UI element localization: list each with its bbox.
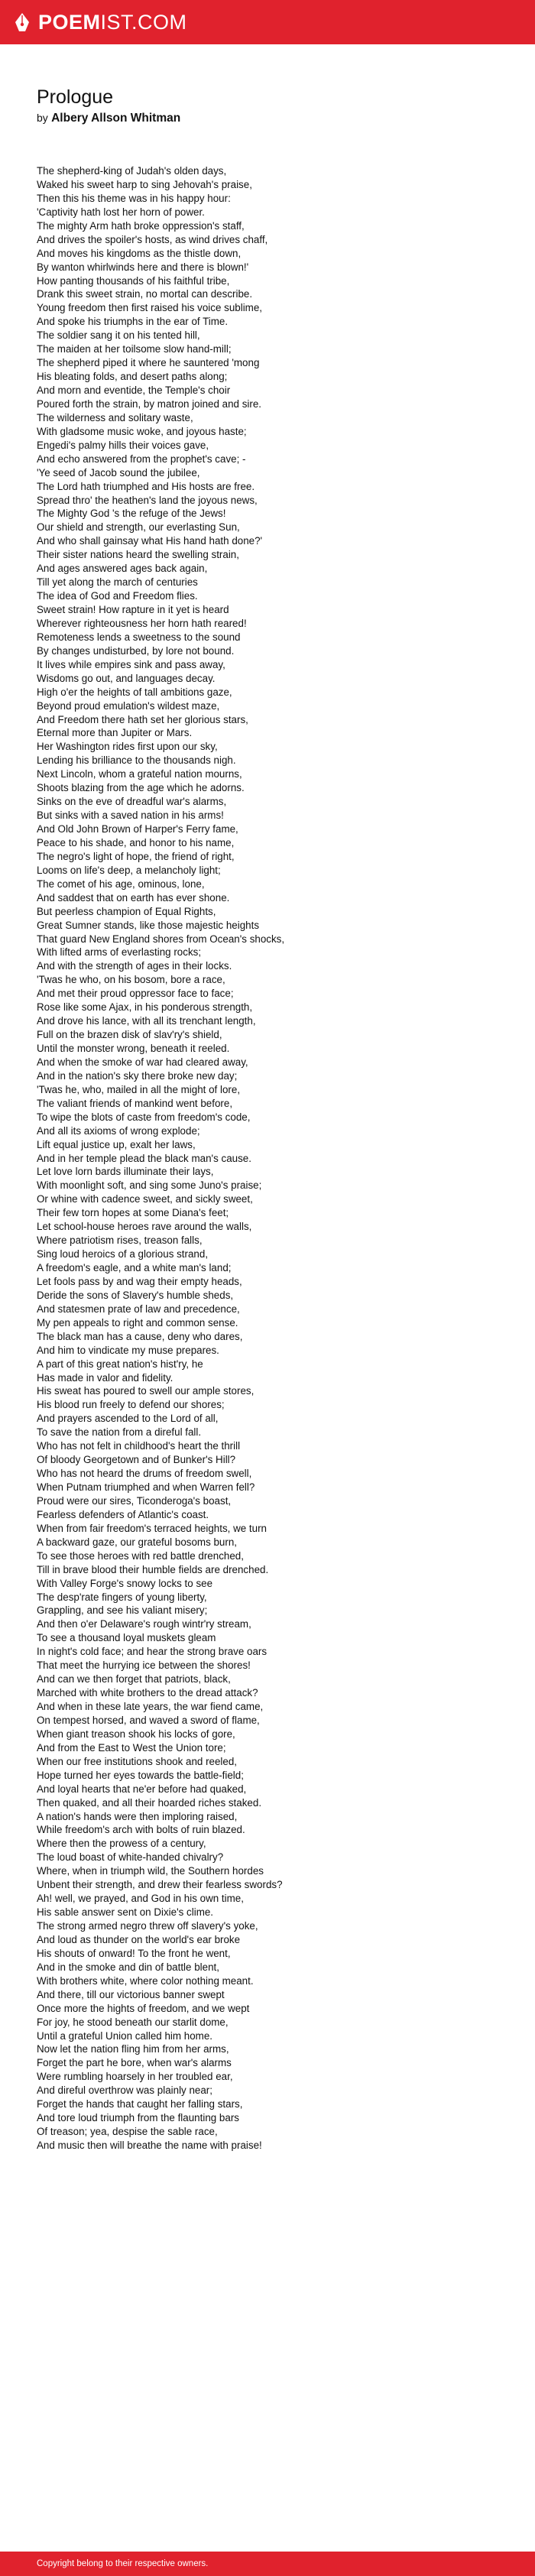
poem-line: The negro's light of hope, the friend of right, <box>37 850 235 862</box>
poem-line: Our shield and strength, our everlasting Sun, <box>37 521 240 534</box>
poem-line: When Putnam triumphed and when Warren fell? <box>37 1481 255 1493</box>
poem-line: A part of this great nation's hist'ry, he <box>37 1358 203 1370</box>
poem-line: Then quaked, and all their hoarded riches staked. <box>37 1796 262 1809</box>
poem-line: Wisdoms go out, and languages decay. <box>37 672 216 684</box>
poem-line: His bleating folds, and desert paths along; <box>37 371 228 383</box>
poem-line: His blood run freely to defend our shores; <box>37 1399 225 1411</box>
poem-line: 'Twas he, who, mailed in all the might of lore, <box>37 1083 241 1095</box>
poem-line: Ah! well, we prayed, and God in his own time, <box>37 1893 244 1905</box>
poem-line: To see those heroes with red battle drenched, <box>37 1549 244 1562</box>
poem-line: His shouts of onward! To the front he went, <box>37 1947 231 1959</box>
poem-line: Once more the hights of freedom, and we wept <box>37 2002 250 2014</box>
poem-line: The black man has a cause, deny who dares, <box>37 1330 243 1342</box>
poem-line: His sweat has poured to swell our ample stores, <box>37 1385 255 1397</box>
poem-line: Were rumbling hoarsely in her troubled ear, <box>37 2071 233 2083</box>
poem-line: The idea of God and Freedom flies. <box>37 590 198 602</box>
poem-line: Shoots blazing from the age which he adorns. <box>37 782 245 794</box>
poem-line: The desp'rate fingers of young liberty, <box>37 1591 207 1603</box>
site-header <box>0 0 535 44</box>
poem-line: While freedom's arch with bolts of ruin blazed. <box>37 1824 245 1836</box>
poem-line: The comet of his age, ominous, lone, <box>37 878 205 890</box>
poem-line: Let love lorn bards illuminate their lays, <box>37 1166 214 1178</box>
poem-line: And there, till our victorious banner swept <box>37 1988 225 2000</box>
poem-line: When our free institutions shook and reeled, <box>37 1755 238 1767</box>
poem-line: And morn and eventide, the Temple's choir <box>37 384 231 396</box>
poem-line: High o'er the heights of tall ambitions gaze, <box>37 686 232 698</box>
poem-line: And met their proud oppressor face to face; <box>37 988 234 1000</box>
poem-line: The wilderness and solitary waste, <box>37 411 193 423</box>
site-logo-text <box>38 12 187 33</box>
poem-line: And spoke his triumphs in the ear of Time. <box>37 316 229 328</box>
logo-strong-text: POEM <box>38 10 101 34</box>
poem-line: And drives the spoiler's hosts, as wind drives chaff, <box>37 233 268 245</box>
poem-line: And when in these late years, the war fiend came, <box>37 1701 264 1712</box>
pen-nib-icon <box>14 12 31 32</box>
poem-line: The valiant friends of mankind went before, <box>37 1097 233 1109</box>
poem-line: Until the monster wrong, beneath it reeled. <box>37 1043 230 1054</box>
poem-line: Unbent their strength, and drew their fearless swords? <box>37 1879 283 1891</box>
poem-line: Their sister nations heard the swelling strain, <box>37 549 239 561</box>
poem-line: And can we then forget that patriots, black, <box>37 1673 231 1685</box>
poem-line: 'Captivity hath lost her horn of power. <box>37 206 205 218</box>
poem-line: And direful overthrow was plainly near; <box>37 2084 212 2097</box>
poem-line: 'Ye seed of Jacob sound the jubilee, <box>37 466 200 479</box>
poem-line: Till in brave blood their humble fields are drenched. <box>37 1563 269 1575</box>
poem-line: Or whine with cadence sweet, and sickly sweet, <box>37 1193 253 1205</box>
poem-line: With moonlight soft, and sing some Juno's praise; <box>37 1179 262 1192</box>
poem-line: With gladsome music woke, and joyous haste; <box>37 425 247 437</box>
poem-line: How panting thousands of his faithful tribe, <box>37 274 230 287</box>
poem-line: By wanton whirlwinds here and there is blown!' <box>37 261 249 273</box>
poem-line: The shepherd-king of Judah's olden days, <box>37 165 227 177</box>
poem-line: On tempest horsed, and waved a sword of flame, <box>37 1714 260 1726</box>
poem-line: When from fair freedom's terraced heights, we turn <box>37 1522 267 1534</box>
poem-line: And music then will breathe the name with praise! <box>37 2140 262 2151</box>
site-footer <box>0 2552 535 2576</box>
poem-line: Proud were our sires, Ticonderoga's boast, <box>37 1494 232 1507</box>
poem-line: And in the smoke and din of battle blent, <box>37 1961 219 1973</box>
poem-line: But peerless champion of Equal Rights, <box>37 905 216 917</box>
poem-line: And who shall gainsay what His hand hath done?' <box>37 535 263 547</box>
poem-line: Of bloody Georgetown and of Bunker's Hill? <box>37 1454 236 1466</box>
poem-line: To save the nation from a direful fall. <box>37 1426 202 1439</box>
poem-line: Waked his sweet harp to sing Jehovah's praise, <box>37 178 252 190</box>
poem-line: Fearless defenders of Atlantic's coast. <box>37 1508 209 1520</box>
poem-line: My pen appeals to right and common sense. <box>37 1316 238 1329</box>
site-logo-link[interactable] <box>14 12 187 33</box>
poem-line: Where, when in triumph wild, the Southern hordes <box>37 1865 264 1877</box>
poem-line: That meet the hurrying ice between the shores! <box>37 1659 251 1672</box>
poem-line: That guard New England shores from Ocean's shocks, <box>37 933 285 945</box>
poem-line: And Old John Brown of Harper's Ferry fame, <box>37 823 238 835</box>
poem-line: Let fools pass by and wag their empty heads, <box>37 1275 242 1287</box>
poem-line: Peace to his shade, and honor to his name, <box>37 836 235 848</box>
poem-line: Deride the sons of Slavery's humble sheds, <box>37 1289 234 1301</box>
poem-line: Sing loud heroics of a glorious strand, <box>37 1248 209 1260</box>
poem-line: With lifted arms of everlasting rocks; <box>37 946 202 959</box>
poem-line: A nation's hands were then imploring raised, <box>37 1810 238 1822</box>
poem-line: Wherever righteousness her horn hath reared! <box>37 617 247 629</box>
poem-line: Her Washington rides first upon our sky, <box>37 741 218 753</box>
poem-line: And then o'er Delaware's rough wintr'ry stream, <box>37 1618 251 1630</box>
poem-line: And echo answered from the prophet's cave; - <box>37 453 246 465</box>
poem-line: For joy, he stood beneath our starlit dome, <box>37 2016 229 2028</box>
poem-line: Sinks on the eve of dreadful war's alarms, <box>37 796 227 808</box>
poem-line: The loud boast of white-handed chivalry? <box>37 1851 224 1864</box>
poem-line: Spread thro' the heathen's land the joyous news, <box>37 494 258 506</box>
poem-line: And with the strength of ages in their locks. <box>37 960 232 972</box>
poem-line: Of treason; yea, despise the sable race, <box>37 2126 218 2138</box>
poem-line: Lift equal justice up, exalt her laws, <box>37 1138 196 1150</box>
poem-line: And tore loud triumph from the flaunting bars <box>37 2112 239 2124</box>
copyright-notice: Copyright belong to their respective owners. <box>37 2559 209 2568</box>
poem-line: Full on the brazen disk of slav'ry's shield, <box>37 1029 222 1041</box>
author-link[interactable]: Albery Allson Whitman <box>51 112 181 125</box>
poem-line: Next Lincoln, whom a grateful nation mourns, <box>37 768 242 780</box>
by-label: by <box>37 112 48 124</box>
poem-line: By changes undisturbed, by lore not bound. <box>37 644 235 657</box>
poem-line: Where then the prowess of a century, <box>37 1838 206 1850</box>
poem-line: And loyal hearts that ne'er before had quaked, <box>37 1783 247 1795</box>
poem-title: Prologue <box>37 86 114 108</box>
poem-line: Let school-house heroes rave around the walls, <box>37 1221 252 1233</box>
poem-line: Beyond proud emulation's wildest maze, <box>37 699 220 712</box>
poem-line: In night's cold face; and hear the strong brave oars <box>37 1646 268 1658</box>
poem-line: And in her temple plead the black man's cause. <box>37 1152 251 1164</box>
poem-line: And when the smoke of war had cleared away, <box>37 1056 248 1068</box>
poem-line: To see a thousand loyal muskets gleam <box>37 1632 216 1644</box>
poem-line: And statesmen prate of law and precedence, <box>37 1303 240 1315</box>
poem-line: Then this his theme was in his happy hour: <box>37 192 231 204</box>
poem-line: Great Sumner stands, like those majestic heights <box>37 919 260 931</box>
poem-line: It lives while empires sink and pass away, <box>37 658 225 670</box>
poem-line: 'Twas he who, on his bosom, bore a race, <box>37 974 225 986</box>
poem-line: Who has not felt in childhood's heart the thrill <box>37 1440 241 1452</box>
poem-body <box>37 164 503 2153</box>
poem-line: Now let the nation fling him from her arms, <box>37 2043 229 2055</box>
poem-line: And him to vindicate my muse prepares. <box>37 1344 219 1356</box>
poem-line: And from the East to West the Union tore; <box>37 1741 226 1754</box>
poem-line: Eternal more than Jupiter or Mars. <box>37 727 193 739</box>
poem-line: Marched with white brothers to the dread attack? <box>37 1687 258 1699</box>
poem-line: Till yet along the march of centuries <box>37 576 198 589</box>
byline <box>37 110 503 126</box>
poem-line: But sinks with a saved nation in his arms! <box>37 809 224 822</box>
poem-line: His sable answer sent on Dixie's clime. <box>37 1906 214 1919</box>
poem-line: Hope turned her eyes towards the battle-field; <box>37 1769 244 1781</box>
logo-light-text: IST.COM <box>100 10 187 34</box>
poem-line: The maiden at her toilsome slow hand-mill; <box>37 343 232 355</box>
poem-line: With Valley Forge's snowy locks to see <box>37 1577 213 1589</box>
poem-line: And prayers ascended to the Lord of all, <box>37 1413 219 1425</box>
poem-line: And in the nation's sky there broke new day; <box>37 1069 238 1082</box>
poem-line: The Lord hath triumphed and His hosts are free. <box>37 480 255 492</box>
poem-line: Remoteness lends a sweetness to the sound <box>37 631 241 643</box>
poem-line: The soldier sang it on his tented hill, <box>37 329 200 342</box>
poem-line: Until a grateful Union called him home. <box>37 2029 212 2042</box>
poem-line: The shepherd piped it where he sauntered 'mong <box>37 357 260 369</box>
poem-line: Who has not heard the drums of freedom swell, <box>37 1468 252 1480</box>
poem-line: Looms on life's deep, a melancholy light; <box>37 864 221 876</box>
poem-line: Young freedom then first raised his voice sublime, <box>37 302 262 314</box>
poem-line: A backward gaze, our grateful bosoms burn, <box>37 1536 238 1548</box>
poem-line: And all its axioms of wrong explode; <box>37 1124 200 1137</box>
poem-line: With brothers white, where color nothing meant. <box>37 1974 254 1987</box>
poem-line: To wipe the blots of caste from freedom's code, <box>37 1111 251 1123</box>
poem-line: And Freedom there hath set her glorious stars, <box>37 713 248 725</box>
poem-line: Rose like some Ajax, in his ponderous strength, <box>37 1001 253 1014</box>
poem-line: When giant treason shook his locks of gore, <box>37 1728 235 1740</box>
poem-line: The mighty Arm hath broke oppression's staff, <box>37 219 245 232</box>
poem-line: Grappling, and see his valiant misery; <box>37 1604 208 1617</box>
poem-line: Where patriotism rises, treason falls, <box>37 1234 203 1247</box>
poem-line: Sweet strain! How rapture in it yet is heard <box>37 604 229 615</box>
poem-line: Engedi's palmy hills their voices gave, <box>37 439 209 451</box>
poem-line: Forget the hands that caught her falling stars, <box>37 2098 243 2110</box>
poem-content <box>37 86 503 2153</box>
poem-line: A freedom's eagle, and a white man's land; <box>37 1262 232 1273</box>
poem-line: Forget the part he bore, when war's alarms <box>37 2057 232 2069</box>
poem-line: And drove his lance, with all its trenchant length, <box>37 1015 256 1027</box>
poem-line: And saddest that on earth has ever shone. <box>37 891 230 904</box>
poem-line: The Mighty God 's the refuge of the Jews! <box>37 508 226 520</box>
poem-line: The strong armed negro threw off slavery's yoke, <box>37 1920 258 1932</box>
poem-line: Poured forth the strain, by matron joined and sire. <box>37 397 262 410</box>
poem-line: And loud as thunder on the world's ear broke <box>37 1933 241 1945</box>
poem-line: And moves his kingdoms as the thistle down, <box>37 247 242 259</box>
poem-line: Drank this sweet strain, no mortal can describe. <box>37 288 253 300</box>
poem-line: Lending his brilliance to the thousands nigh. <box>37 754 236 767</box>
poem-line: Their few torn hopes at some Diana's feet; <box>37 1207 229 1219</box>
poem-line: Has made in valor and fidelity. <box>37 1371 173 1384</box>
poem-line: And ages answered ages back again, <box>37 563 208 575</box>
